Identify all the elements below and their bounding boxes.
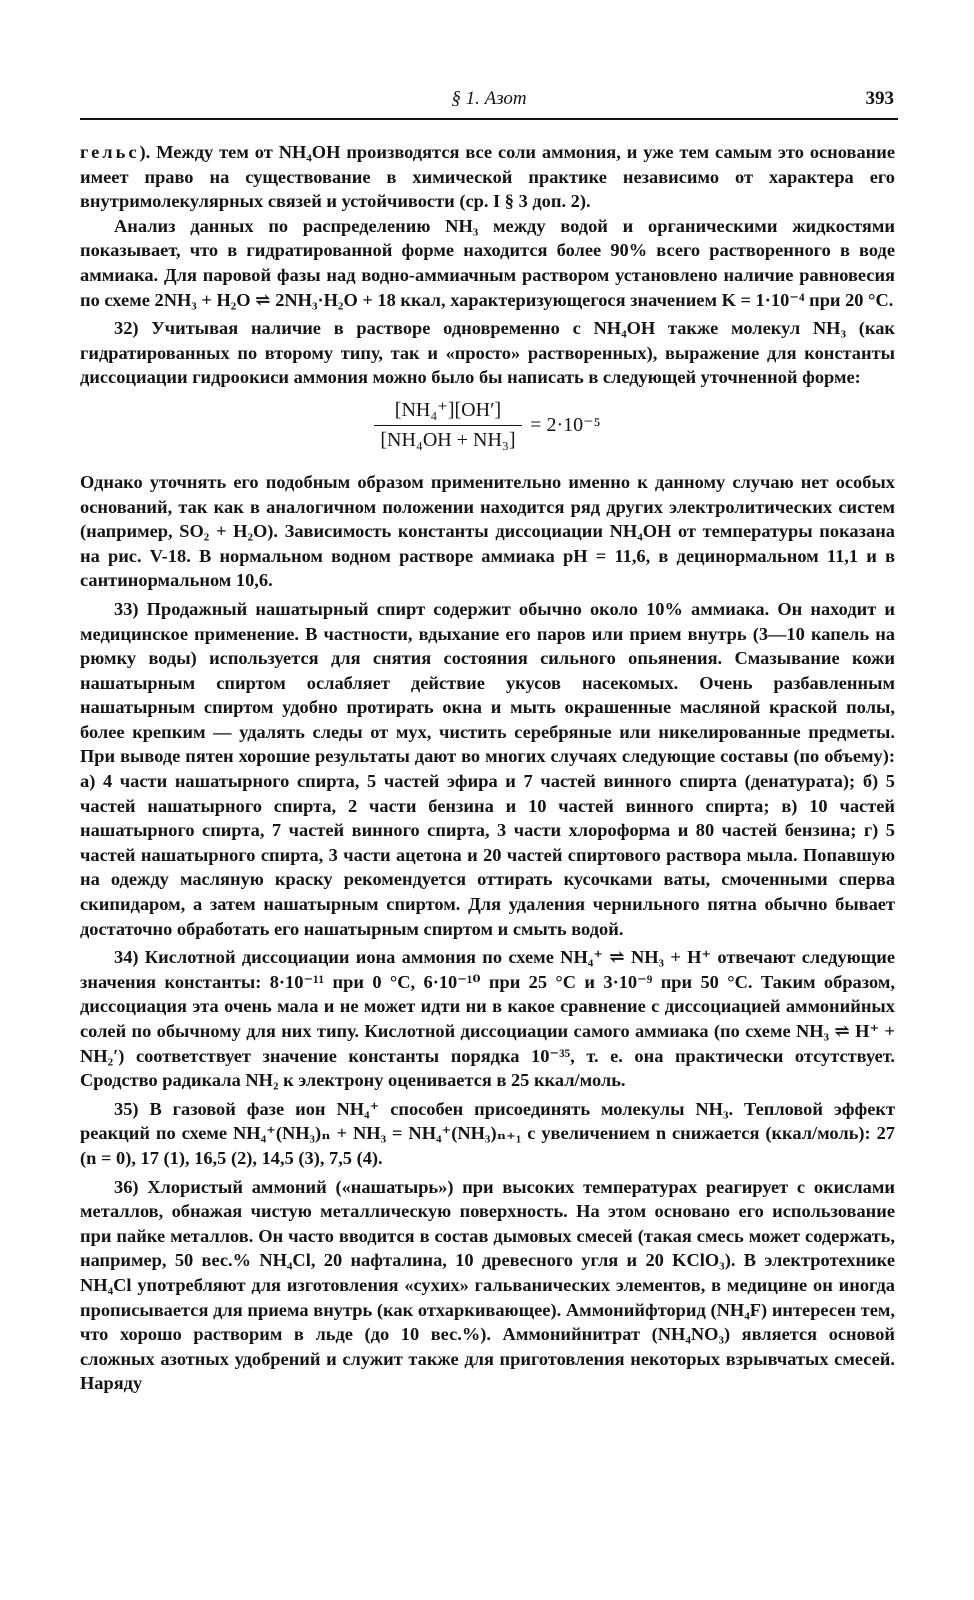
spaced-word: гельс — [80, 142, 140, 162]
formula-denominator: [NH₄OH + NH₃] — [374, 425, 521, 453]
note-33: 33) Продажный нашатырный спирт содержит обычно около 10% аммиака. Он находит и медицинское применение. В частности, вдыхание его паров или прием внутрь (3—10 капель на рюмку воды) используется для снятия состояния сильного опьянения. Смазывание кожи нашатырным спиртом ослабляет действие укусов насекомых. Очень разбавленным нашатырным спиртом удобно протирать окна и мыть окрашенные масляной краской полы, более крепким — удалять следы от мух, чистить серебряные или никелированные предметы. При выводе пятен хорошие результаты дают во многих случаях следующие составы (по объему): а) 4 части нашатырного спирта, 5 частей эфира и 7 частей винного спирта (денатурата); б) 5 частей нашатырного спирта, 2 части бензина и 10 частей винного спирта; в) 10 частей нашатырного спирта, 7 частей винного спирта, 3 части хлороформа и 80 частей бензина; г) 5 частей нашатырного спирта, 3 части ацетона и 20 частей спиртового раствора мыла. Попавшую на одежду масляную краску рекомендуется оттирать кусочками ваты, смоченными сперва скипидаром, а затем нашатырным спиртом. Для удаления чернильного пятна обычно бывает достаточно обработать его нашатырным спиртом и смыть водой. — [80, 598, 895, 939]
formula-numerator: [NH₄⁺][OH′] — [394, 398, 502, 421]
formula-rhs: = 2·10⁻⁵ — [530, 413, 601, 436]
note-32: 32) Учитывая наличие в растворе одновременно с NH₄OH также молекул NH₃ (как гидратированных по второму типу, так и «просто» растворенных), выражение для константы диссоциации гидроокиси аммония можно было бы написать в следующей уточненной форме: — [80, 318, 895, 388]
paragraph-intro — [80, 140, 895, 214]
note-36: 36) Хлористый аммоний («нашатырь») при высоких температурах реагирует с окислами металлов, обнажая чистую металлическую поверхность. На этом основано его использование при пайке металлов. Он часто вводится в состав дымовых смесей (такая смесь может содержать, например, 50 вес.% NH₄Cl, 20 нафталина, 10 древесного угля и 20 KClO₃). В электротехнике NH₄Cl употребляют для изготовления «сухих» гальванических элементов, в медицине он иногда прописывается для приема внутрь (как отхаркивающее). Аммонийфторид (NH₄F) интересен тем, что хорошо растворим в льде (до 10 вес.%). Аммонийнитрат (NH₄NO₃) является основой сложных азотных удобрений и служит также для приготовления некоторых взрывчатых смесей. Наряду — [80, 1176, 895, 1394]
dissociation-formula — [80, 398, 895, 458]
section-title: § 1. Азот — [451, 88, 527, 109]
paragraph-intro-text: ). Между тем от NH₄OH производятся все соли аммония, и уже тем самым это основание имеет право на существование в химической практике независимо от характера его внутримолекулярных связей и устойчивости (ср. I § 3 доп. 2). — [80, 142, 895, 212]
formula-fraction — [374, 398, 521, 452]
page-number: 393 — [865, 88, 894, 109]
note-35: 35) В газовой фазе ион NH₄⁺ способен присоединять молекулы NH₃. Тепловой эффект реакций по схеме NH₄⁺(NH₃)ₙ + NH₃ = NH₄⁺(NH₃)ₙ₊₁ с увеличением n снижается (ккал/моль): 27 (n = 0), 17 (1), 16,5 (2), 14,5 (3), 7,5 (4). — [80, 1098, 895, 1168]
page-body — [80, 140, 895, 1396]
note-34: 34) Кислотной диссоциации иона аммония по схеме NH₄⁺ ⇌ NH₃ + H⁺ отвечают следующие значения константы: 8·10⁻¹¹ при 0 °C, 6·10⁻¹⁰ при 25 °C и 3·10⁻⁹ при 50 °C. Таким образом, диссоциация эта очень мала и не может идти ни в какое сравнение с диссоциацией аммонийных солей по обычному для них типу. Кислотной диссоциации самого аммиака (по схеме NH₃ ⇌ H⁺ + NH₂′) соответствует значение константы порядка 10⁻³⁵, т. е. она практически отсутствует. Сродство радикала NH₂ к электрону оценивается в 25 ккал/моль. — [80, 947, 895, 1091]
note-32-continued: Однако уточнять его подобным образом применительно именно к данному случаю нет особых оснований, так как в аналогичном положении находится ряд других электролитических систем (например, SO₂ + H₂O). Зависимость константы диссоциации NH₄OH от температуры показана на рис. V-18. В нормальном водном растворе аммиака pH = 11,6, в децинормальном 11,1 и в сантинормальном 10,6. — [80, 471, 895, 591]
running-header — [80, 88, 898, 120]
paragraph-analysis: Анализ данных по распределению NH₃ между водой и органическими жидкостями показывает, что в гидратированной форме находится более 90% всего растворенного в воде аммиака. Для паровой фазы над водно-аммиачным раствором установлено наличие равновесия по схеме 2NH₃ + H₂O ⇌ 2NH₃·H₂O + 18 ккал, характеризующегося значением K = 1·10⁻⁴ при 20 °C. — [80, 215, 895, 310]
